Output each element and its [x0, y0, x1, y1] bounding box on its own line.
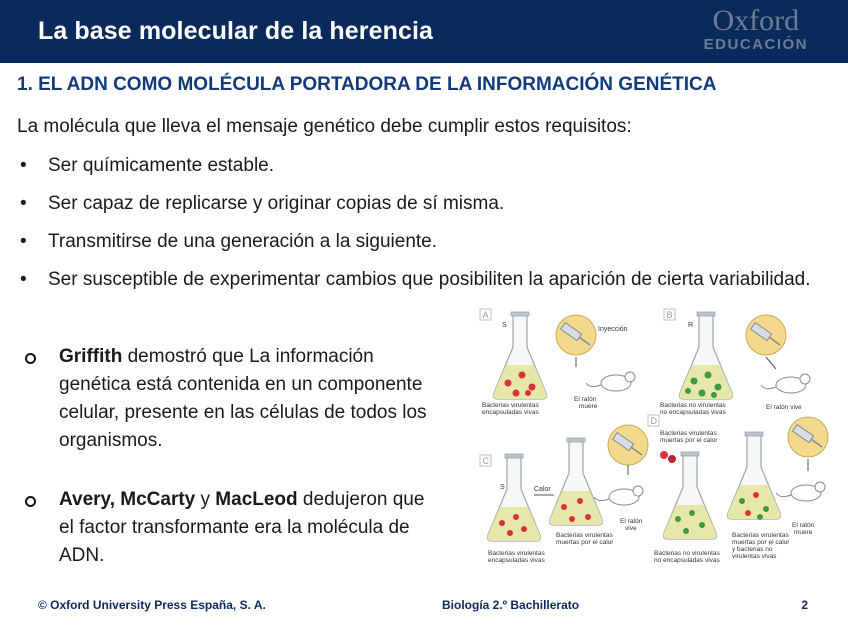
- strain-r-label: R: [688, 322, 694, 329]
- list-item: [20, 190, 820, 217]
- brand-sub: EDUCACIÓN: [703, 36, 808, 53]
- d-flask2-caption-2: muertas por el calor: [732, 539, 790, 546]
- intro-text: La molécula que lleva el mensaje genético debe cumplir estos requisitos:: [17, 116, 632, 137]
- avery-desc: dedujeron que el factor transformante era la molécula de ADN.: [59, 489, 425, 566]
- c-mouse-caption-1: El ratón: [620, 518, 643, 525]
- c-mouse-caption-2: vive: [625, 525, 637, 532]
- footer: [0, 598, 848, 618]
- bullet-icon: •: [20, 155, 27, 176]
- a-flask-caption-2: encapsuladas vivas: [482, 409, 539, 416]
- c-flask1-caption-1: Bacterias virulentas: [488, 550, 545, 557]
- griffith-point: [25, 343, 435, 455]
- strain-s2-label: S: [500, 484, 505, 491]
- oxford-logo: [704, 6, 808, 53]
- d-flask2-caption-4: virulentas vivas: [732, 553, 777, 560]
- b-flask-caption-2: no encapsuladas vivas: [660, 409, 726, 416]
- avery-point: [25, 486, 435, 570]
- panel-a-label: A: [482, 310, 489, 320]
- a-mouse-caption-2: muere: [579, 403, 598, 410]
- footer-copyright: © Oxford University Press España, S. A.: [38, 598, 266, 612]
- bullet-icon: •: [20, 269, 27, 290]
- page-number: 2: [801, 598, 808, 612]
- b-mouse-caption: El ratón vive: [766, 404, 802, 411]
- d-top-caption-2: muertas por el calor: [660, 437, 718, 444]
- footer-course: Biología 2.º Bachillerato: [442, 598, 580, 612]
- list-item-text: Transmitirse de una generación a la siguiente.: [48, 231, 438, 252]
- list-item-text: Ser capaz de replicarse y originar copias de sí misma.: [48, 193, 505, 214]
- bullet-icon: •: [20, 193, 27, 214]
- brand-name: Oxford: [712, 4, 800, 37]
- a-flask-caption-1: Bacterias virulentas: [482, 402, 539, 409]
- b-flask-caption-1: Bacterias no virulentas: [660, 402, 726, 409]
- d-mouse-caption-2: muere: [794, 529, 813, 536]
- avery-text: [25, 486, 435, 570]
- panel-b: [660, 309, 810, 416]
- list-item: [20, 152, 820, 179]
- list-item-text: Ser químicamente estable.: [48, 155, 275, 176]
- d-mouse-caption-1: El ratón: [792, 522, 815, 529]
- griffith-experiment-figure: [476, 305, 834, 573]
- circle-bullet-icon: [25, 496, 36, 507]
- avery-names: Avery, McCarty: [59, 489, 196, 510]
- c-flask2-caption-1: Bacterias virulentas: [556, 532, 613, 539]
- griffith-name: Griffith: [59, 346, 123, 367]
- d-top-caption-1: Bacterias virulentas: [660, 430, 717, 437]
- panel-c: [480, 425, 648, 564]
- header-bar: [0, 0, 848, 63]
- panel-d-label: D: [650, 416, 657, 426]
- griffith-desc: demostró que La información genética está contenida en un componente celular, presente en las células de todos los organismos.: [59, 346, 427, 451]
- list-item-text: Ser susceptible de experimentar cambios que posibiliten la aparición de cierta variabilidad.: [48, 269, 811, 290]
- bullet-icon: •: [20, 231, 27, 252]
- c-flask2-caption-2: muertas por el calor: [556, 539, 614, 546]
- avery-conj: y: [195, 489, 216, 510]
- panel-b-label: B: [666, 310, 673, 320]
- griffith-text: [25, 343, 435, 455]
- section-title: 1. EL ADN COMO MOLÉCULA PORTADORA DE LA INFORMACIÓN GENÉTICA: [17, 74, 717, 95]
- circle-bullet-icon: [25, 353, 36, 364]
- panel-c-label: C: [482, 456, 489, 466]
- panel-a: [480, 309, 635, 416]
- requirements-list: [20, 152, 820, 304]
- strain-s-label: S: [502, 322, 507, 329]
- page-title: La base molecular de la herencia: [38, 17, 434, 45]
- macleod-name: MacLeod: [215, 489, 298, 510]
- c-flask1-caption-2: encapsuladas vivas: [488, 557, 545, 564]
- injection-label: Inyección: [598, 326, 628, 333]
- d-flask2-caption-1: Bacterias virulentas: [732, 532, 789, 539]
- d-flask1-caption-2: no encapsuladas vivas: [654, 557, 720, 564]
- d-flask2-caption-3: y bacterias no: [732, 546, 773, 553]
- heat-label: Calor: [534, 486, 551, 493]
- list-item: [20, 266, 820, 293]
- a-mouse-caption-1: El ratón: [574, 396, 597, 403]
- panel-d: [648, 415, 828, 564]
- list-item: [20, 228, 820, 255]
- d-flask1-caption-1: Bacterias no virulentas: [654, 550, 720, 557]
